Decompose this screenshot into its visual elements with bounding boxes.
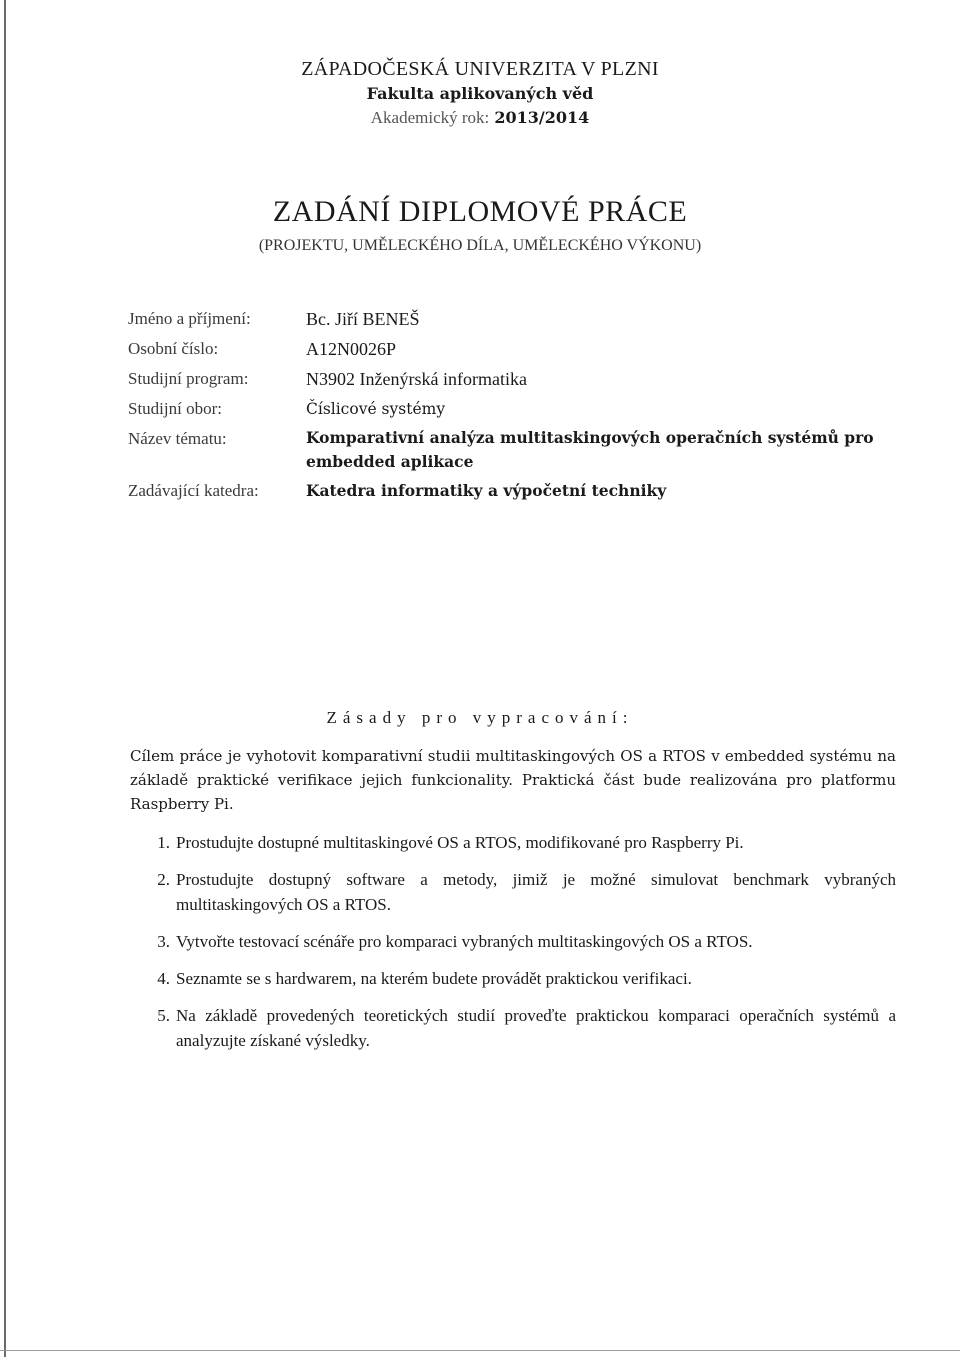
field-label: Studijní obor: xyxy=(128,399,222,418)
id-label: Osobní číslo: xyxy=(128,339,219,358)
name-label: Jméno a příjmení: xyxy=(128,309,251,328)
program-value: N3902 Inženýrská informatika xyxy=(306,369,527,389)
info-row-department xyxy=(128,478,908,504)
task-text: Vytvořte testovací scénáře pro komparaci vybraných multitaskingových OS a RTOS. xyxy=(176,932,753,951)
program-label: Studijní program: xyxy=(128,369,249,388)
info-row-field xyxy=(128,396,908,422)
task-text: Seznamte se s hardwarem, na kterém budete provádět praktickou verifikaci. xyxy=(176,969,692,988)
task-number: 1. xyxy=(157,833,170,852)
student-info xyxy=(128,306,908,504)
topic-label: Název tématu: xyxy=(128,429,227,448)
info-row-topic xyxy=(128,426,908,474)
task-text: Prostudujte dostupný software a metody, jimiž je možné simulovat benchmark vybraných multitaskingových OS a RTOS. xyxy=(176,870,896,914)
field-value: Číslicové systémy xyxy=(306,400,446,418)
academic-year-value: 2013/2014 xyxy=(494,108,590,127)
academic-year xyxy=(0,106,960,130)
task-number: 3. xyxy=(157,932,170,951)
name-value: Bc. Jiří BENEŠ xyxy=(306,309,420,329)
list-item xyxy=(130,966,896,991)
task-list xyxy=(130,830,896,1065)
task-number: 4. xyxy=(157,969,170,988)
list-item xyxy=(130,867,896,917)
topic-value: Komparativní analýza multitaskingových operačních systémů pro embedded aplikace xyxy=(306,428,874,471)
task-text: Prostudujte dostupné multitaskingové OS a RTOS, modifikované pro Raspberry Pi. xyxy=(176,833,744,852)
task-text: Na základě provedených teoretických studií proveďte praktickou komparaci operačních systémů a analyzujte získané výsledky. xyxy=(176,1006,896,1050)
list-item xyxy=(130,1003,896,1053)
document-subtitle: (PROJEKTU, UMĚLECKÉHO DÍLA, UMĚLECKÉHO VÝKONU) xyxy=(258,237,702,254)
task-number: 5. xyxy=(157,1006,170,1025)
document-title: ZADÁNÍ DIPLOMOVÉ PRÁCE xyxy=(272,195,688,228)
department-value: Katedra informatiky a výpočetní techniky xyxy=(306,481,667,500)
bottom-rule xyxy=(0,1350,960,1351)
id-value: A12N0026P xyxy=(306,339,397,359)
faculty-name: Fakulta aplikovaných věd xyxy=(366,84,594,103)
principles-intro: Cílem práce je vyhotovit komparativní studii multitaskingových OS a RTOS v embedded systému na základě praktické verifikace jejich funkcionality. Praktická část bude realizována pro platformu Raspberry Pi. xyxy=(130,747,896,813)
task-number: 2. xyxy=(157,870,170,889)
document-title-block xyxy=(0,194,960,258)
university-name: ZÁPADOČESKÁ UNIVERZITA V PLZNI xyxy=(301,58,659,80)
list-item xyxy=(130,830,896,855)
info-row-program xyxy=(128,366,908,392)
department-label: Zadávající katedra: xyxy=(128,481,259,500)
info-row-name xyxy=(128,306,908,332)
info-row-id xyxy=(128,336,908,362)
academic-year-label: Akademický rok: xyxy=(370,108,490,127)
list-item xyxy=(130,929,896,954)
principles-heading: Zásady pro vypracování: xyxy=(326,708,634,727)
document-header xyxy=(0,56,960,130)
